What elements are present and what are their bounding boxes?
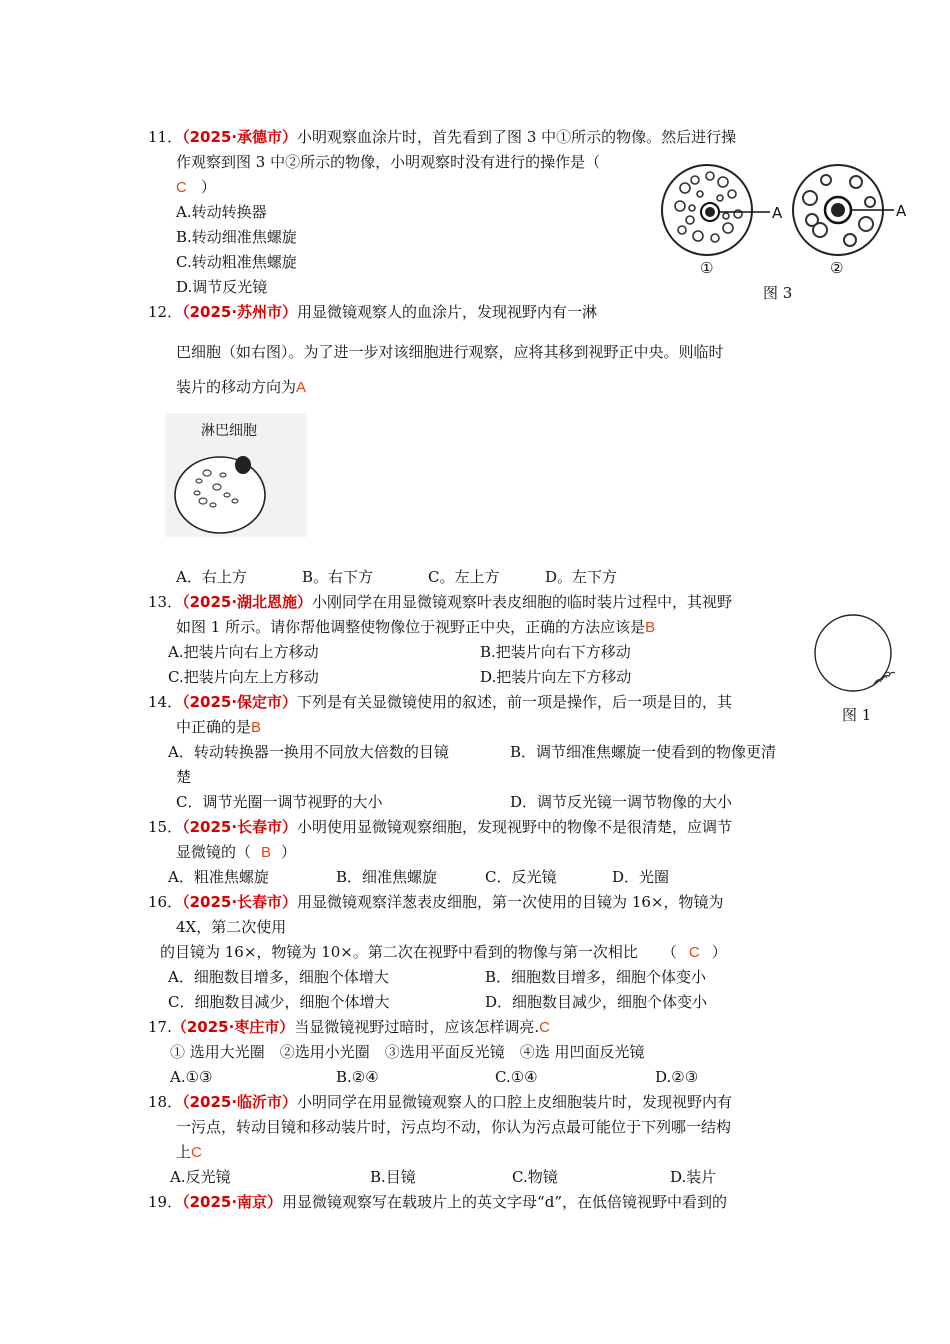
question-text: 的目镜为 16×，物镜为 10×。第二次在视野中看到的物像与第一次相比 [160,943,638,961]
q18-opt-b: B.目镜 [370,1168,416,1186]
source-tag: （2025·南京） [182,1193,283,1211]
q15-opt-b: B．细准焦螺旋 [336,868,438,886]
q17-line1 [148,1017,550,1038]
q12-line2: 巴细胞（如右图）。为了进一步对该细胞进行观察，应将其移到视野正中央。则临时 [176,343,724,361]
source-tag: （2025·临沂市） [182,1093,298,1111]
q14-opt-d: D．调节反光镜一调节物像的大小 [510,793,733,811]
question-number: 13． [148,593,183,611]
figure-3-caption: 图 3 [763,284,793,302]
answer: B [251,719,262,736]
q12-line1 [148,302,597,322]
source-tag: （2025·枣庄市） [171,1018,295,1036]
label-circle-1: ① [700,259,714,277]
answer: C [539,1019,550,1036]
q18-opt-a: A.反光镜 [170,1168,231,1186]
paren-close: ） [200,178,216,196]
q12-opt-d: D。左下方 [545,568,618,586]
option-b: B.转动细准焦螺旋 [176,228,297,246]
q13-opt-b: B.把装片向右下方移动 [480,643,631,661]
answer: C [191,1144,202,1161]
q17-opt-a: A.①③ [170,1068,213,1086]
q15-line1 [148,817,732,837]
answer: C [176,179,187,196]
q18-opt-d: D.装片 [670,1168,717,1186]
question-text: 小明观察血涂片时，首先看到了图 3 中①所示的物像。然后进行操 [297,128,737,146]
label-a-2: A [896,202,907,220]
q12-line3 [176,377,306,398]
q11-answer-line [176,177,216,198]
source-tag: （2025·承德市） [182,128,298,146]
q18-line3 [176,1142,202,1163]
label-a-1: A [772,204,783,222]
source-tag: （2025·长春市） [182,818,298,836]
q19-line1 [148,1192,727,1212]
q13-opt-a: A.把装片向右上方移动 [168,643,319,661]
q17-opt-b: B.②④ [336,1068,379,1086]
q15-opt-c: C．反光镜 [485,868,557,886]
paren-close: ） [281,843,297,861]
question-text: 中正确的是 [176,718,252,736]
q14-opt-a: A．转动转换器一换用不同放大倍数的目镜 [168,743,449,761]
figure-3-blood-smear [660,158,920,278]
q14-line1 [148,692,732,712]
q11-line2 [176,152,600,172]
question-number: 14． [148,693,183,711]
source-tag: （2025·长春市） [182,893,298,911]
figure-1-caption: 图 1 [842,706,872,724]
q15-opt-d: D．光圈 [612,868,670,886]
q12-opt-c: C。左上方 [428,568,500,586]
answer: B [261,844,272,861]
q14-opt-b: B．调节细准焦螺旋一使看到的物像更清 [510,743,777,761]
q13-line1 [148,592,732,612]
q16-opt-c: C．细胞数目减少，细胞个体增大 [168,993,390,1011]
question-text: 当显微镜视野过暗时，应该怎样调亮. [294,1018,540,1036]
source-tag: （2025·苏州市） [182,303,298,321]
q15-line2 [176,842,296,863]
lymphocyte-figure [165,413,307,537]
q17-choices: ① 选用大光圈 ②选用小光圈 ③选用平面反光镜 ④选 用凹面反光镜 [170,1043,645,1061]
q11-line1 [148,127,736,147]
q13-opt-d: D.把装片向左下方移动 [480,668,632,686]
label-circle-2: ② [830,259,844,277]
q16-opt-b: B．细胞数目增多，细胞个体变小 [485,968,707,986]
q16-opt-d: D．细胞数目减少，细胞个体变小 [485,993,708,1011]
question-text: 如图 1 所示。请你帮他调整使物像位于视野正中央，正确的方法应该是 [176,618,646,636]
answer: C [688,944,700,961]
q16-line3 [160,942,727,963]
q16-opt-a: A．细胞数目增多，细胞个体增大 [168,968,389,986]
question-text: 上 [176,1143,192,1161]
question-number: 16． [148,893,183,911]
option-d: D.调节反光镜 [176,278,268,296]
q18-opt-c: C.物镜 [512,1168,558,1186]
question-number: 15． [148,818,183,836]
paren-open: （ [661,943,677,961]
q14-opt-b-cont: 楚 [176,768,192,786]
question-text: 用显微镜观察洋葱表皮细胞，第一次使用的目镜为 16×，物镜为 [297,893,724,911]
question-text: 下列是有关显微镜使用的叙述，前一项是操作，后一项是目的，其 [297,693,733,711]
question-text: 作观察到图 3 中②所示的物像，小明观察时没有进行的操作是（ [176,153,601,171]
q16-line2: 4X，第二次使用 [176,918,287,936]
q18-line2: 一污点，转动目镜和移动装片时，污点均不动，你认为污点最可能位于下列哪一结构 [176,1118,732,1136]
q12-opt-a: A．右上方 [176,568,247,586]
question-text: 小明使用显微镜观察细胞，发现视野中的物像不是很清楚，应调节 [297,818,733,836]
source-tag: （2025·保定市） [182,693,298,711]
q14-line2 [176,717,261,738]
question-number: 18． [148,1093,183,1111]
answer: B [645,619,656,636]
q13-opt-c: C.把装片向左上方移动 [168,668,319,686]
q14-opt-c: C．调节光圈一调节视野的大小 [176,793,383,811]
q16-line1 [148,892,723,912]
q18-line1 [148,1092,732,1112]
question-text: 小刚同学在用显微镜观察叶表皮细胞的临时装片过程中，其视野 [312,593,733,611]
question-number: 11． [148,128,183,146]
answer: A [296,379,307,396]
question-text: 用显微镜观察写在载玻片上的英文字母“d”，在低倍镜视野中看到的 [282,1193,727,1211]
source-tag: （2025·湖北恩施） [182,593,313,611]
paren-close: ） [711,943,727,961]
q17-opt-d: D.②③ [655,1068,699,1086]
lymphocyte-label: 淋巴细胞 [201,423,257,439]
question-text: 用显微镜观察人的血涂片，发现视野内有一淋 [297,303,598,321]
q17-opt-c: C.①④ [495,1068,538,1086]
question-number: 17. [148,1018,172,1036]
option-a: A.转动转换器 [176,203,267,221]
q13-line2 [176,617,655,638]
figure-1-field-of-view [810,613,900,698]
option-c: C.转动粗准焦螺旋 [176,253,297,271]
question-text: 小明同学在用显微镜观察人的口腔上皮细胞装片时，发现视野内有 [297,1093,733,1111]
question-text: 装片的移动方向为 [176,378,297,396]
question-number: 12． [148,303,183,321]
question-text: 显微镜的（ [176,843,252,861]
q12-opt-b: B。右下方 [302,568,374,586]
q15-opt-a: A．粗准焦螺旋 [168,868,269,886]
question-number: 19． [148,1193,183,1211]
